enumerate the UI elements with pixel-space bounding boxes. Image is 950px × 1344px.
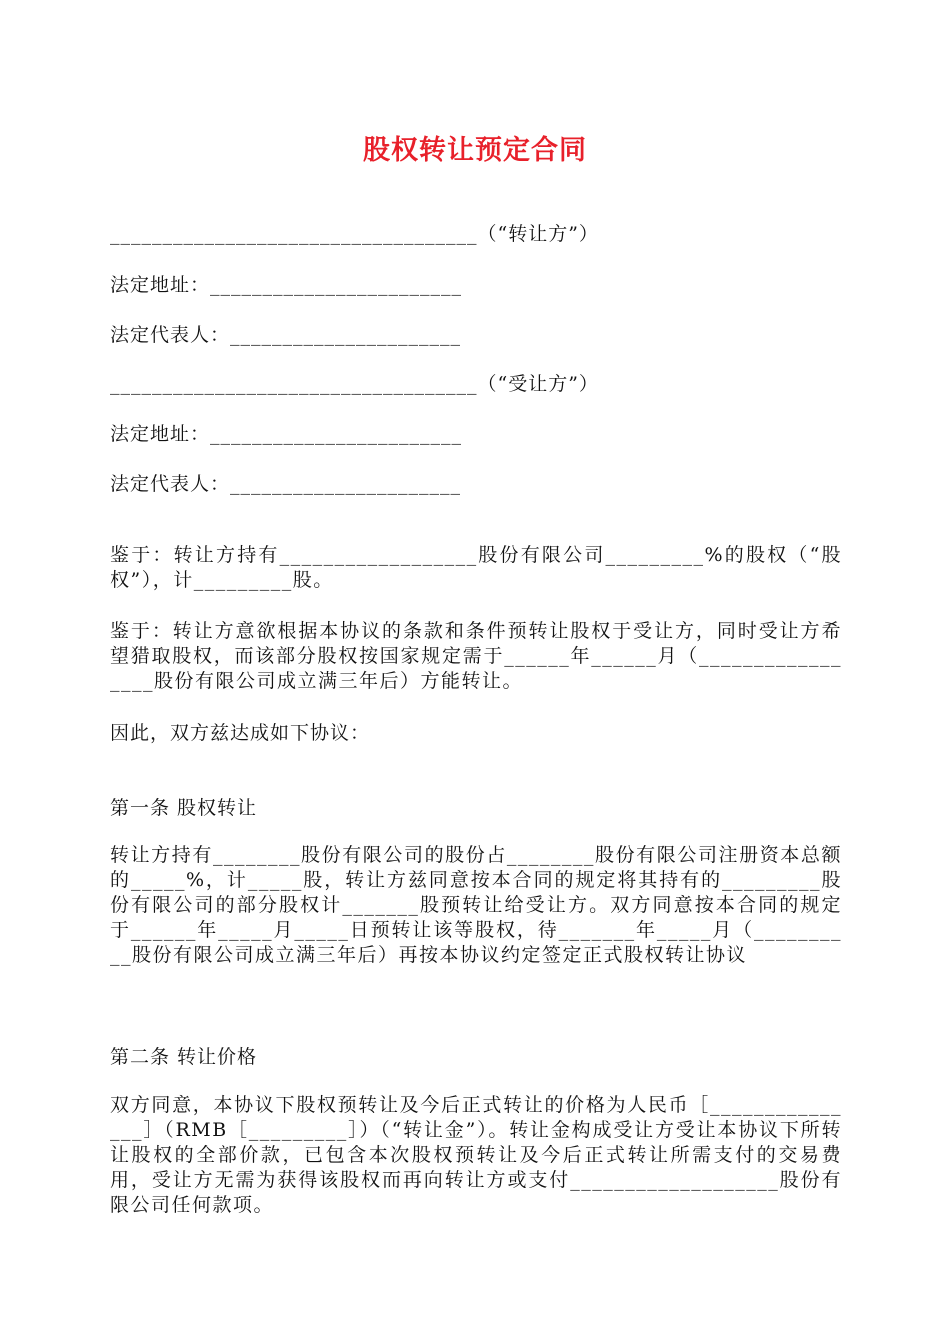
document-title: 股权转让预定合同	[363, 135, 587, 166]
recital-2: 鉴于：转让方意欲根据本协议的条款和条件预转让股权于受让方，同时受让方希望猎取股权，而该部分股权按国家规定需于______年______月（_________________股份有限公司成立满三年后）方能转让。	[110, 620, 842, 692]
transferor-address-line: 法定地址：________________________	[110, 274, 463, 296]
article-1-body: 转让方持有________股份有限公司的股份占________股份有限公司注册资本总额的_____%，计_____股，转让方兹同意按本合同的规定将其持有的_________股份有限公司的部分股权计_______股预转让给受让方。双方同意按本合同的规定于______年_____月_____日预转让该等股权，待_______年_____月（__________股份有限公司成立满三年后）再按本协议约定签定正式股权转让协议	[110, 844, 842, 966]
article-2-body: 双方同意，本协议下股权预转让及今后正式转让的价格为人民币［_______________］（RMB［_________］）（“转让金”）。转让金构成受让方受让本协议下所转让股权的全部价款，已包含本次股权预转让及今后正式转让所需支付的交易费用，受让方无需为获得该股权而再向转让方或支付___________________股份有限公司任何款项。	[110, 1094, 842, 1216]
transferor-name-line: ___________________________________（“转让方”）	[110, 223, 599, 245]
article-1-heading: 第一条 股权转让	[110, 797, 258, 819]
article-2-heading: 第二条 转让价格	[110, 1046, 258, 1068]
transferee-address-line: 法定地址：________________________	[110, 423, 463, 445]
transferee-representative-line: 法定代表人：______________________	[110, 473, 462, 495]
transferee-name-line: ___________________________________（“受让方”）	[110, 373, 599, 395]
recital-1: 鉴于：转让方持有__________________股份有限公司_________%的股权（“股权”），计_________股。	[110, 544, 842, 591]
transferor-representative-line: 法定代表人：______________________	[110, 324, 462, 346]
agreement-intro: 因此，双方兹达成如下协议：	[110, 722, 371, 744]
